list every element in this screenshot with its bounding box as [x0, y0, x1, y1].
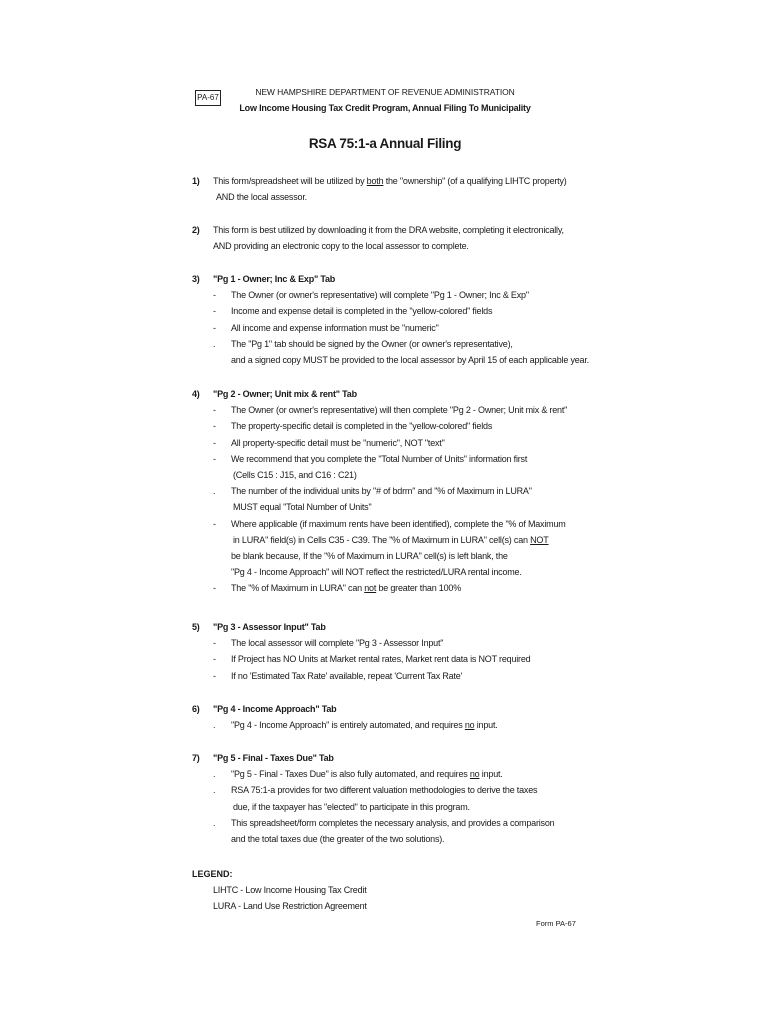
- section-4-heading: "Pg 2 - Owner; Unit mix & rent" Tab: [213, 389, 357, 399]
- section-5-heading: "Pg 3 - Assessor Input" Tab: [213, 622, 326, 632]
- list-item: . RSA 75:1-a provides for two different valuation methodologies to derive the taxes: [213, 785, 538, 796]
- list-item: . This spreadsheet/form completes the necessary analysis, and provides a comparison: [213, 817, 555, 828]
- page-title: RSA 75:1-a Annual Filing: [308, 136, 462, 151]
- list-item: - Where applicable (if maximum rents have been identified), complete the "% of Maximum: [213, 518, 566, 529]
- section-number: 1): [192, 176, 200, 186]
- list-item: . "Pg 5 - Final - Taxes Due" is also fully automated, and requires no input.: [213, 769, 503, 780]
- list-item: . "Pg 4 - Income Approach" is entirely automated, and requires no input.: [213, 720, 498, 731]
- list-item-continuation: due, if the taxpayer has "elected" to participate in this program.: [233, 801, 470, 812]
- list-item-continuation: and the total taxes due (the greater of the two solutions).: [231, 834, 445, 845]
- section-number: 5): [192, 622, 200, 632]
- section-number: 7): [192, 753, 200, 763]
- section-2-line-2: AND providing an electronic copy to the local assessor to complete.: [213, 241, 469, 252]
- agency-header: NEW HAMPSHIRE DEPARTMENT OF REVENUE ADMINISTRATION: [255, 87, 515, 97]
- list-item: - If Project has NO Units at Market rental rates, Market rent data is NOT required: [213, 654, 531, 665]
- section-1-line-1: This form/spreadsheet will be utilized by both the "ownership" (of a qualifying LIHTC property): [213, 176, 567, 186]
- legend-item: LIHTC - Low Income Housing Tax Credit: [213, 885, 367, 895]
- list-item: - The Owner (or owner's representative) will then complete "Pg 2 - Owner; Unit mix & rent": [213, 405, 568, 416]
- program-header: Low Income Housing Tax Credit Program, Annual Filing To Municipality: [239, 103, 531, 113]
- list-item: - All income and expense information must be "numeric": [213, 322, 439, 333]
- section-number: 6): [192, 704, 200, 714]
- list-item: . The number of the individual units by "# of bdrm" and "% of Maximum in LURA": [213, 486, 532, 497]
- legend: [192, 866, 367, 914]
- list-item-continuation: be blank because, If the "% of Maximum in LURA" cell(s) is left blank, the: [231, 551, 508, 562]
- list-item-continuation: "Pg 4 - Income Approach" will NOT reflect the restricted/LURA rental income.: [231, 567, 522, 578]
- footer-form-code: Form PA-67: [536, 919, 576, 928]
- list-item-continuation: in LURA" field(s) in Cells C35 - C39. The "% of Maximum in LURA" cell(s) can NOT: [233, 534, 549, 545]
- section-6-heading: "Pg 4 - Income Approach" Tab: [213, 704, 337, 714]
- section-3-heading: "Pg 1 - Owner; Inc & Exp" Tab: [213, 274, 336, 284]
- section-2-line-1: This form is best utilized by downloading it from the DRA website, completing it electronically,: [213, 225, 564, 235]
- list-item-continuation: MUST equal "Total Number of Units": [233, 502, 372, 513]
- form-code-box: PA-67: [195, 90, 221, 106]
- section-1-line-2: AND the local assessor.: [216, 192, 307, 203]
- list-item: - Income and expense detail is completed in the "yellow-colored" fields: [213, 306, 493, 317]
- section-number: 3): [192, 274, 200, 284]
- section-number: 2): [192, 225, 200, 235]
- list-item: - The Owner (or owner's representative) will complete "Pg 1 - Owner; Inc & Exp": [213, 290, 529, 301]
- list-item: - If no 'Estimated Tax Rate' available, repeat 'Current Tax Rate': [213, 670, 463, 681]
- legend-title: LEGEND:: [192, 869, 233, 879]
- list-item: - All property-specific detail must be "numeric", NOT "text": [213, 437, 445, 448]
- legend-item: LURA - Land Use Restriction Agreement: [213, 901, 367, 912]
- list-item-continuation: (Cells C15 : J15, and C16 : C21): [233, 470, 357, 481]
- section-7-heading: "Pg 5 - Final - Taxes Due" Tab: [213, 753, 334, 763]
- list-item: - We recommend that you complete the "Total Number of Units" information first: [213, 453, 528, 464]
- list-item-continuation: and a signed copy MUST be provided to the local assessor by April 15 of each applicable year.: [231, 355, 589, 366]
- list-item: - The local assessor will complete "Pg 3 - Assessor Input": [213, 638, 444, 649]
- list-item: . The "Pg 1" tab should be signed by the Owner (or owner's representative),: [213, 338, 513, 349]
- section-number: 4): [192, 389, 200, 399]
- list-item: - The "% of Maximum in LURA" can not be greater than 100%: [213, 583, 462, 594]
- list-item: - The property-specific detail is completed in the "yellow-colored" fields: [213, 421, 493, 432]
